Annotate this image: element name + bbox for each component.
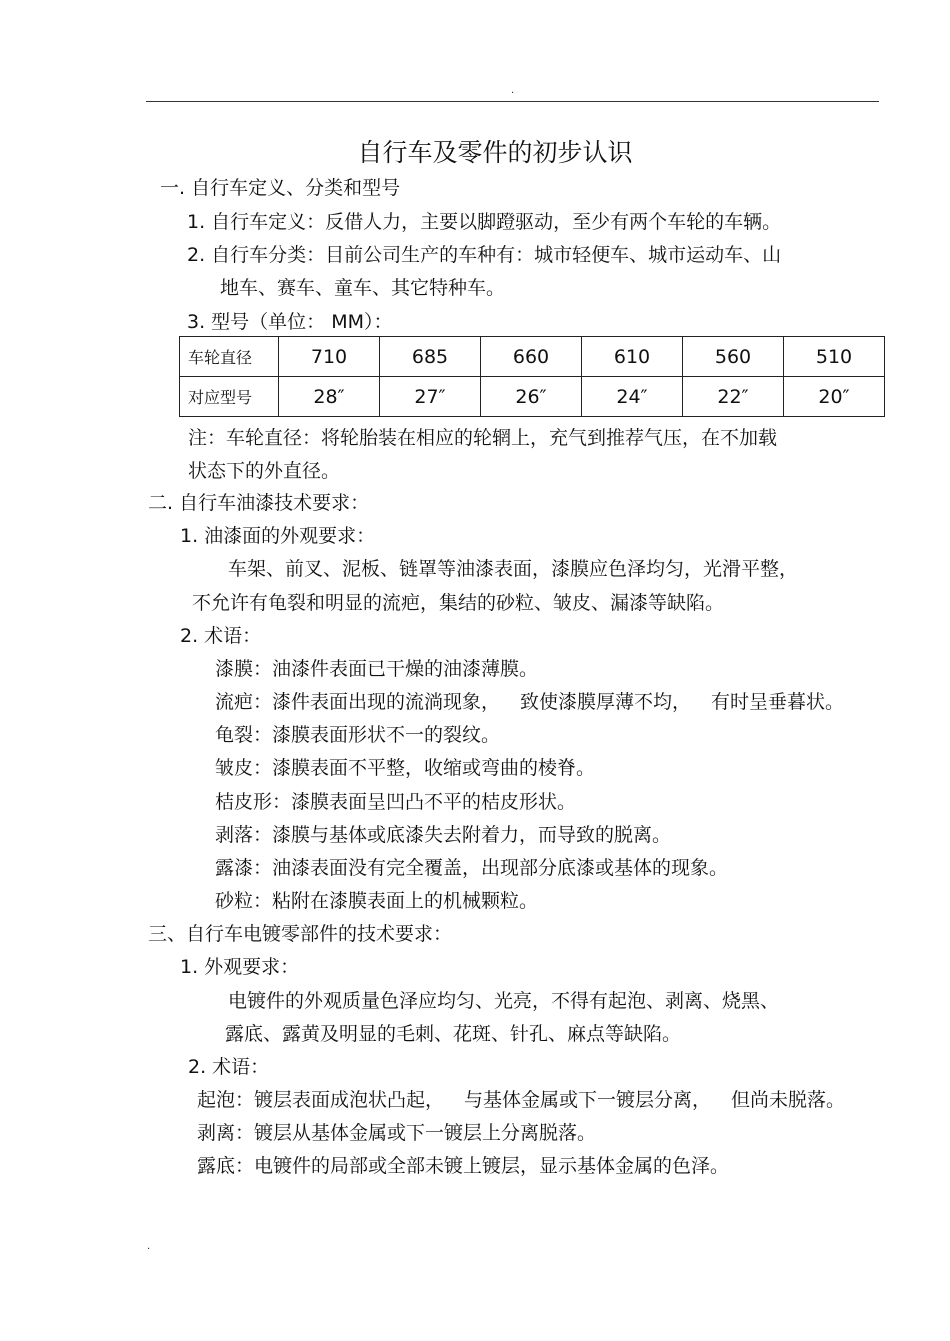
term-line <box>215 822 671 848</box>
section3-item2-title: 2. 术语： <box>188 1056 270 1078</box>
table-cell: 560 <box>683 337 784 377</box>
term-text: 露漆：油漆表面没有完全覆盖，出现部分底漆或基体的现象。 <box>215 857 729 879</box>
term-text: 露底：电镀件的局部或全部未镀上镀层，显示基体金属的色泽。 <box>197 1155 730 1177</box>
term-text: 有时呈垂暮状。 <box>711 691 845 713</box>
term-text: 砂粒：粘附在漆膜表面上的机械颗粒。 <box>215 890 539 912</box>
section1-heading: 一. 自行车定义、分类和型号 <box>160 177 401 199</box>
table-cell: 710 <box>279 337 380 377</box>
section1-note-line1: 注：车轮直径：将轮胎装在相应的轮辋上，充气到推荐气压，在不加载 <box>188 427 778 449</box>
term-line <box>215 755 595 781</box>
table-row <box>180 377 885 417</box>
term-text: 但尚未脱落。 <box>731 1089 846 1111</box>
wheel-size-table <box>179 336 885 417</box>
table-row-label: 对应型号 <box>180 377 279 417</box>
section1-item2-line1: 2. 自行车分类：目前公司生产的车种有：城市轻便车、城市运动车、山 <box>187 244 782 266</box>
section3-item1-line1: 电镀件的外观质量色泽应均匀、光亮，不得有起泡、剥离、烧黑、 <box>228 990 780 1012</box>
term-text: 龟裂：漆膜表面形状不一的裂纹。 <box>215 724 501 746</box>
term-text: 与基体金属或下一镀层分离， <box>464 1089 712 1111</box>
table-row <box>180 337 885 377</box>
table-cell: 685 <box>380 337 481 377</box>
table-cell: 22″ <box>683 377 784 417</box>
section1-item3: 3. 型号（单位： MM）： <box>187 311 393 333</box>
table-row-label: 车轮直径 <box>180 337 279 377</box>
term-text: 流疤：漆件表面出现的流淌现象， <box>215 691 501 713</box>
term-text: 漆膜：油漆件表面已干燥的油漆薄膜。 <box>215 658 539 680</box>
section2-item2-title: 2. 术语： <box>180 625 262 647</box>
term-text: 剥离：镀层从基体金属或下一镀层上分离脱落。 <box>197 1122 597 1144</box>
table-cell: 27″ <box>380 377 481 417</box>
section1-item2-line2: 地车、赛车、童车、其它特种车。 <box>220 277 506 299</box>
section2-item1-title: 1. 油漆面的外观要求： <box>180 525 376 547</box>
term-line <box>215 722 500 748</box>
term-text: 起泡：镀层表面成泡状凸起， <box>197 1089 445 1111</box>
section2-item1-line1: 车架、前叉、泥板、链罩等油漆表面，漆膜应色泽均匀，光滑平整， <box>228 558 799 580</box>
term-text: 桔皮形：漆膜表面呈凹凸不平的桔皮形状。 <box>215 791 577 813</box>
table-cell: 24″ <box>582 377 683 417</box>
header-rule <box>146 101 879 102</box>
section2-heading: 二. 自行车油漆技术要求： <box>148 492 370 514</box>
header-dot: . <box>511 85 515 96</box>
table-cell: 510 <box>784 337 885 377</box>
table-cell: 20″ <box>784 377 885 417</box>
term-line <box>215 888 538 914</box>
section2-item1-line2: 不允许有龟裂和明显的流疤，集结的砂粒、皱皮、漏漆等缺陷。 <box>192 592 725 614</box>
term-line <box>215 656 538 682</box>
table-cell: 610 <box>582 337 683 377</box>
section3-heading: 三、自行车电镀零部件的技术要求： <box>148 923 453 945</box>
term-line <box>197 1087 845 1113</box>
term-line <box>197 1120 596 1146</box>
term-text: 剥落：漆膜与基体或底漆失去附着力，而导致的脱离。 <box>215 824 672 846</box>
page-title: 自行车及零件的初步认识 <box>357 138 633 167</box>
table-cell: 28″ <box>279 377 380 417</box>
term-line <box>215 689 844 715</box>
term-line <box>197 1153 729 1179</box>
section3-item1-title: 1. 外观要求： <box>180 956 300 978</box>
section3-item1-line2: 露底、露黄及明显的毛刺、花斑、针孔、麻点等缺陷。 <box>225 1023 682 1045</box>
term-text: 致使漆膜厚薄不均， <box>520 691 692 713</box>
section1-item1: 1. 自行车定义：反借人力，主要以脚蹬驱动，至少有两个车轮的车辆。 <box>187 211 782 233</box>
table-cell: 26″ <box>481 377 582 417</box>
term-line <box>215 789 576 815</box>
term-line <box>215 855 728 881</box>
footer-dot: . <box>147 1241 151 1252</box>
term-text: 皱皮：漆膜表面不平整，收缩或弯曲的棱脊。 <box>215 757 596 779</box>
section1-note-line2: 状态下的外直径。 <box>188 460 341 482</box>
table-cell: 660 <box>481 337 582 377</box>
